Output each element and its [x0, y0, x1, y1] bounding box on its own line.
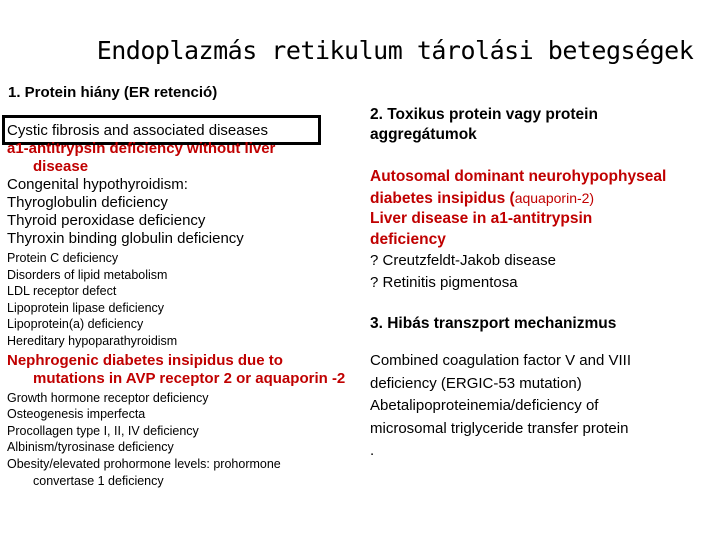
section3-line: microsomal triglyceride transfer protein [370, 419, 629, 437]
section1-item [7, 316, 357, 333]
section1-item [7, 194, 357, 212]
section3-line: deficiency (ERGIC-53 mutation) [370, 374, 582, 392]
section1-item [7, 212, 357, 230]
section1-item [7, 283, 357, 300]
section1-item [7, 352, 357, 388]
section1-item [7, 250, 357, 267]
page-title: Endoplazmás retikulum tárolási betegségek [96, 36, 694, 65]
section1-item-text: Albinism/tyrosinase deficiency [7, 440, 174, 455]
section1-item [7, 267, 357, 284]
section2-items [370, 250, 715, 294]
section1-item [7, 333, 357, 350]
section1-item [7, 390, 357, 407]
section1-item [7, 456, 357, 489]
section2-red-line2-text: diabetes insipidus ( [370, 189, 515, 207]
section1-item-text: Thyroglobulin deficiency [7, 194, 168, 211]
section2-red-line1: Autosomal dominant neurohypophyseal [370, 168, 667, 185]
section1-item-text: Growth hormone receptor deficiency [7, 390, 209, 405]
section1-item-text: Osteogenesis imperfecta [7, 407, 146, 422]
section2-heading [370, 105, 715, 145]
section1-item-text: LDL receptor defect [7, 284, 117, 299]
section1-item-continuation: mutations in AVP receptor 2 or aquaporin -2 [33, 369, 346, 387]
section1-heading: 1. Protein hiány (ER retenció) [8, 84, 218, 101]
right-column [370, 105, 715, 463]
section1-item-text: Obesity/elevated prohormone levels: prohormone [7, 456, 281, 471]
section2-item: ? Creutzfeldt-Jakob disease [370, 252, 556, 269]
section1-item-text: Cystic fibrosis and associated diseases [7, 122, 268, 139]
section1-item-text: Protein C deficiency [7, 251, 119, 265]
section3-line: Abetalipoproteinemia/deficiency of [370, 397, 599, 414]
section2-red-block [370, 167, 715, 250]
section1-item [7, 439, 357, 456]
section1-item [7, 406, 357, 423]
section1-item [7, 176, 357, 194]
section1-item [7, 230, 357, 248]
section1-item [7, 122, 357, 140]
section1-item [7, 423, 357, 440]
section2-red-line2-small: aquaporin-2) [514, 189, 595, 206]
section3-heading: 3. Hibás transzport mechanizmus [370, 315, 617, 332]
section1-item-text: Congenital hypothyroidism: [7, 176, 188, 193]
section1-item-continuation: convertase 1 deficiency [33, 473, 164, 488]
section1-item-text: Lipoprotein(a) deficiency [7, 317, 144, 332]
section1-item-continuation: disease [33, 158, 89, 175]
section2-red-line4: deficiency [370, 230, 446, 248]
section1-item-text: Procollagen type I, II, IV deficiency [7, 423, 199, 438]
section3-lines [370, 350, 715, 463]
section1-item-text: a1-antitrypsin deficiency without liver [7, 140, 276, 157]
section1-item [7, 300, 357, 317]
section1-item-text: Disorders of lipid metabolism [7, 267, 168, 282]
section1-list [7, 122, 357, 489]
section1-item [7, 140, 357, 176]
section2-item: ? Retinitis pigmentosa [370, 274, 518, 291]
section1-item-text: Thyroid peroxidase deficiency [7, 212, 206, 229]
section2-heading-line1: 2. Toxikus protein vagy protein [370, 106, 598, 123]
section1-item-text: Hereditary hypoparathyroidism [7, 333, 178, 348]
section2-red-line3: Liver disease in a1-antitrypsin [370, 210, 593, 227]
section2-red-line2 [370, 188, 715, 210]
section1-item-text: Lipoprotein lipase deficiency [7, 300, 165, 315]
section1-item-text: Thyroxin binding globulin deficiency [7, 230, 244, 247]
section3-line: . [370, 442, 375, 459]
section1-item-text: Nephrogenic diabetes insipidus due to [7, 351, 283, 369]
section2-heading-line2: aggregátumok [370, 126, 477, 143]
section3-line: Combined coagulation factor V and VIII [370, 352, 631, 369]
